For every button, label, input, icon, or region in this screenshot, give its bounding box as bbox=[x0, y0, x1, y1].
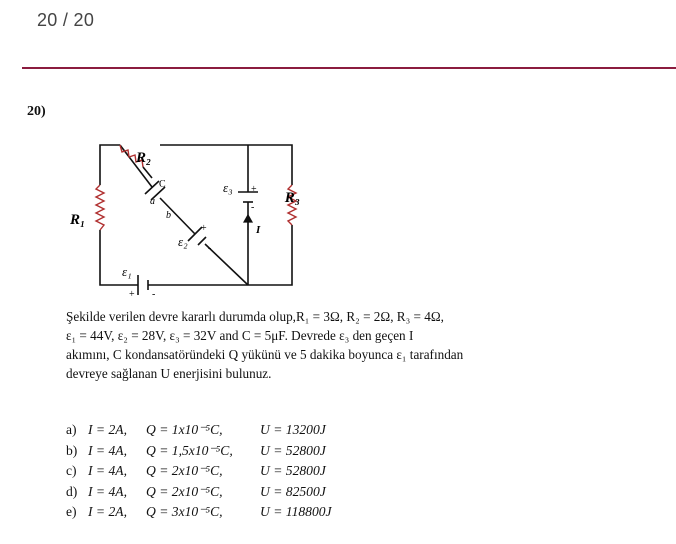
circuit-diagram bbox=[60, 130, 300, 305]
header-divider bbox=[22, 67, 676, 69]
option-energy: U = 52800J bbox=[260, 442, 326, 458]
option-b[interactable] bbox=[66, 441, 332, 462]
label-e2: ε₂ bbox=[178, 234, 188, 249]
label-e3: ε₃ bbox=[223, 180, 233, 195]
resistor-r1 bbox=[96, 185, 104, 230]
label-r2: R₂ bbox=[136, 150, 152, 166]
answer-options bbox=[66, 420, 332, 523]
battery-e1 bbox=[138, 275, 148, 295]
question-text bbox=[66, 307, 526, 383]
label-e2-minus: - bbox=[208, 243, 212, 254]
page-counter: 20 / 20 bbox=[37, 10, 95, 30]
wire-top bbox=[160, 145, 292, 185]
option-label: b) bbox=[66, 442, 78, 458]
question-line: Şekilde verilen devre kararlı durumda olup,R₁ = 3Ω, R₂ = 2Ω, R₃ = 4Ω, bbox=[66, 309, 444, 324]
option-a[interactable] bbox=[66, 420, 332, 441]
wire-bottom bbox=[148, 225, 292, 285]
label-e3-minus: - bbox=[251, 202, 255, 213]
label-r1: R₁ bbox=[70, 212, 86, 228]
option-charge: Q = 2x10⁻⁵C, bbox=[146, 463, 223, 478]
option-charge: Q = 2x10⁻⁵C, bbox=[146, 483, 223, 499]
option-current: I = 2A, bbox=[88, 422, 127, 437]
label-e1: ε₁ bbox=[122, 264, 132, 279]
question-line: akımını, C kondansatöründeki Q yükünü ve 5 dakika boyunca ε₁ tarafından bbox=[66, 347, 464, 362]
option-label: d) bbox=[66, 483, 78, 499]
wire-diagonal-3 bbox=[205, 244, 248, 285]
label-a: a bbox=[150, 196, 155, 207]
wire-left-bottom bbox=[100, 230, 138, 285]
label-e2-plus: + bbox=[201, 223, 207, 234]
option-current: I = 4A, bbox=[88, 463, 127, 478]
option-current: I = 4A, bbox=[88, 483, 127, 499]
wire-left-top bbox=[100, 145, 120, 185]
option-label: e) bbox=[66, 504, 77, 519]
label-e3-plus: + bbox=[251, 184, 257, 195]
option-d[interactable] bbox=[66, 482, 332, 503]
option-charge: Q = 3x10⁻⁵C, bbox=[146, 504, 223, 519]
option-c[interactable] bbox=[66, 461, 332, 482]
question-number: 20) bbox=[27, 104, 46, 119]
option-energy: U = 82500J bbox=[260, 483, 326, 499]
option-label: c) bbox=[66, 463, 77, 478]
question-line: ε₁ = 44V, ε₂ = 28V, ε₃ = 32V and C = 5μF. Devrede ε₃ den geçen I bbox=[66, 328, 414, 343]
label-i: I bbox=[256, 224, 261, 236]
option-energy: U = 52800J bbox=[260, 463, 326, 478]
current-arrow-i bbox=[244, 215, 252, 230]
label-e1-plus: + bbox=[129, 289, 135, 300]
label-b: b bbox=[166, 210, 171, 221]
option-energy: U = 13200J bbox=[260, 422, 326, 437]
option-current: I = 2A, bbox=[88, 504, 127, 519]
option-energy: U = 118800J bbox=[260, 504, 332, 519]
option-current: I = 4A, bbox=[88, 442, 127, 458]
label-c: C bbox=[159, 179, 166, 190]
option-charge: Q = 1,5x10⁻⁵C, bbox=[146, 442, 233, 458]
question-line: devreye sağlanan U enerjisini bulunuz. bbox=[66, 366, 272, 381]
label-e1-minus: - bbox=[152, 289, 156, 300]
option-label: a) bbox=[66, 422, 77, 437]
label-r3: R₃ bbox=[284, 190, 300, 206]
option-e[interactable] bbox=[66, 502, 332, 523]
option-charge: Q = 1x10⁻⁵C, bbox=[146, 422, 223, 437]
